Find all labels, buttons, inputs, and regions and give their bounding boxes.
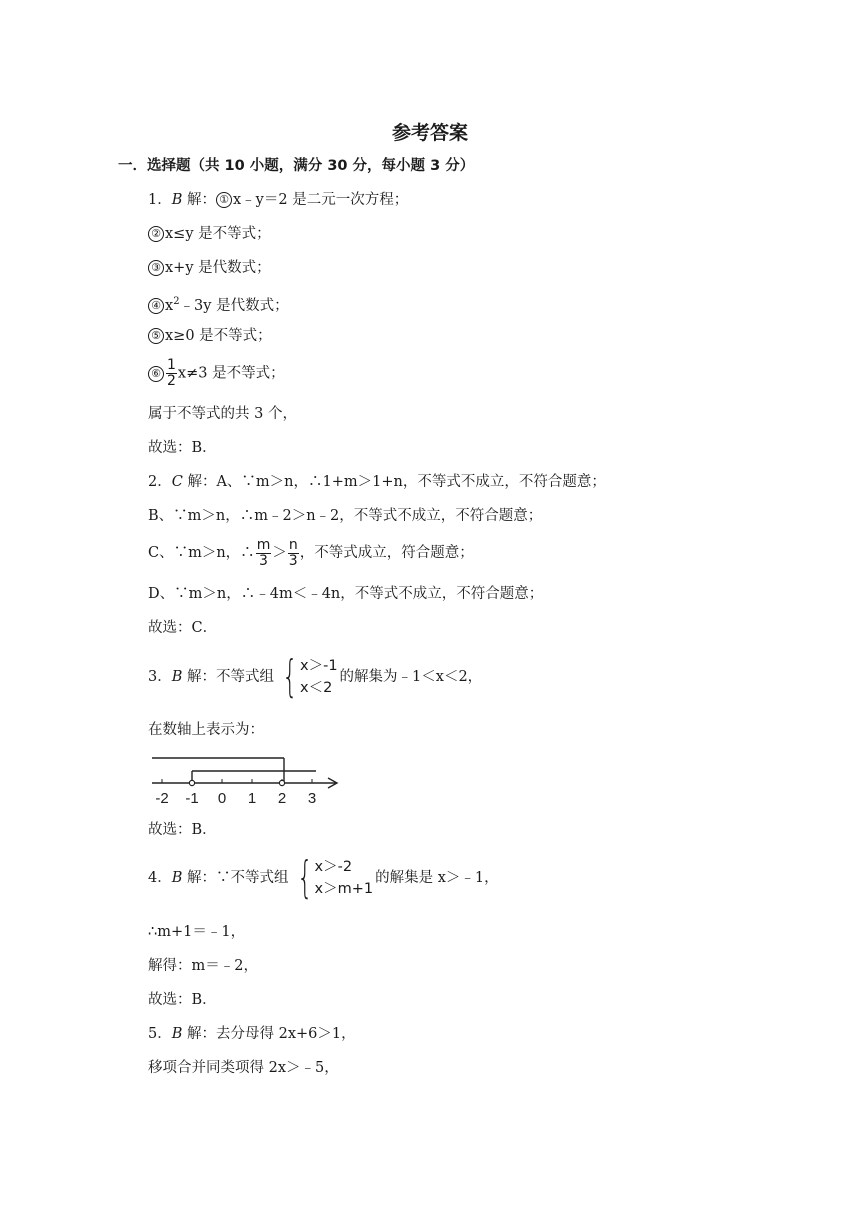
q2-number: 2．	[148, 474, 172, 490]
q5-line-1-text: 解：去分母得 2x+6＞1，	[182, 1026, 356, 1042]
q1-item3-mark: ③	[148, 260, 164, 276]
q4-inequality-system	[291, 852, 374, 903]
q1-item4-text-a: x	[165, 297, 174, 314]
q2-line-c-post: ，不等式成立，符合题意；	[299, 545, 474, 561]
q5-number: 5．	[148, 1026, 172, 1042]
fraction-numerator: n	[288, 536, 298, 553]
q1-item2-text: x≤y 是不等式；	[165, 226, 271, 242]
q1-item3-text: x+y 是代数式；	[165, 260, 271, 276]
fraction-denominator: 3	[259, 552, 268, 569]
q4-number: 4．	[148, 870, 172, 886]
q2-line-c	[148, 537, 474, 569]
q3-sys-row-2: x＜2	[300, 680, 333, 696]
tick-label: 0	[217, 790, 227, 807]
q1-item1-text: x﹣y＝2 是二元一次方程；	[233, 192, 409, 208]
q1-summary: 属于不等式的共 3 个，	[148, 406, 297, 422]
brace-icon: {	[282, 651, 298, 702]
q1-item2-mark: ②	[148, 226, 164, 242]
q1-number: 1．	[148, 192, 172, 208]
q1-intro: 解：	[182, 192, 216, 208]
q4-answer: B	[171, 870, 183, 886]
q3-line	[148, 652, 482, 702]
q1-item6-text: x≠3 是不等式；	[177, 365, 285, 382]
page-title: 参考答案	[391, 122, 468, 144]
q3-inequality-system	[276, 651, 338, 702]
q2-choose: 故选：C．	[148, 620, 218, 636]
q4-sys-row-1: x＞-2	[314, 859, 353, 875]
q1-item3	[148, 258, 271, 278]
q4-sys-row-2: x＞m+1	[314, 881, 374, 897]
q5-line-2: 移项合并同类项得 2x＞﹣5，	[148, 1060, 339, 1076]
q3-choose: 故选：B．	[148, 822, 217, 838]
fraction-denominator: 2	[167, 373, 176, 389]
q3-axis-intro: 在数轴上表示为：	[148, 722, 264, 738]
q2-line-d: D、∵m＞n，∴﹣4m＜﹣4n，不等式不成立，不符合题意；	[148, 586, 544, 602]
q4-line-2: ∴m+1＝﹣1，	[148, 924, 246, 940]
brace-icon: {	[296, 852, 313, 903]
open-circle-marker	[189, 780, 194, 785]
q1-answer: B	[171, 192, 183, 208]
q1-item5	[148, 326, 272, 346]
q1-item4	[148, 292, 289, 316]
q1-item4-sup: 2	[173, 296, 180, 307]
fraction-numerator: 1	[167, 357, 176, 373]
fraction-m-over-3	[256, 538, 272, 569]
tick-label: -2	[155, 790, 169, 807]
q2-line-c-pre: C、∵m＞n，∴	[148, 545, 255, 561]
q4-line	[148, 853, 499, 903]
tick-label: -1	[185, 790, 199, 807]
number-line-svg	[148, 752, 348, 808]
q4-pre: 解：∵不等式组	[182, 870, 289, 886]
q2-line-a-text: 解：A、∵m＞n，∴1+m＞1+n，不等式不成立，不符合题意；	[182, 474, 606, 490]
q1-item4-text-b: ﹣3y 是代数式；	[179, 297, 289, 314]
q1-item6-mark: ⑥	[148, 366, 164, 382]
q2-answer: C	[171, 474, 183, 490]
q5-line-1	[148, 1024, 356, 1044]
q1-line	[148, 190, 408, 210]
q1-item5-text: x≥0 是不等式；	[165, 328, 272, 344]
q4-choose: 故选：B．	[148, 992, 217, 1008]
tick-label: 2	[277, 790, 287, 807]
q2-line-b: B、∵m＞n，∴m﹣2＞n﹣2，不等式不成立，不符合题意；	[148, 508, 543, 524]
number-line-figure	[148, 752, 348, 812]
q1-item5-mark: ⑤	[148, 328, 164, 344]
fraction-n-over-3	[288, 538, 299, 569]
q2-line-a	[148, 472, 606, 492]
q1-item2	[148, 224, 271, 244]
tick-label: 1	[247, 790, 257, 807]
q1-item6-fraction	[166, 358, 177, 389]
q3-sys-row-1: x＞-1	[300, 658, 338, 674]
q5-answer: B	[171, 1026, 183, 1042]
fraction-numerator: m	[256, 536, 271, 553]
q4-post: 的解集是 x＞﹣1，	[375, 870, 499, 886]
q3-post: 的解集为﹣1＜x＜2，	[339, 669, 483, 685]
open-circle-marker	[279, 780, 284, 785]
q3-pre: 解：不等式组	[182, 669, 274, 685]
q3-answer: B	[171, 669, 183, 685]
greater-than-sign: ＞	[272, 545, 287, 561]
q1-choose: 故选：B．	[148, 440, 217, 456]
q1-item1-mark: ①	[216, 192, 232, 208]
q3-number: 3．	[148, 669, 172, 685]
section-heading: 一．选择题（共 10 小题，满分 30 分，每小题 3 分）	[118, 158, 475, 174]
q1-item6	[148, 358, 285, 389]
tick-label: 3	[307, 790, 317, 807]
q4-line-3: 解得：m＝﹣2，	[148, 958, 258, 974]
fraction-denominator: 3	[288, 552, 298, 569]
q1-item4-mark: ④	[148, 298, 164, 314]
